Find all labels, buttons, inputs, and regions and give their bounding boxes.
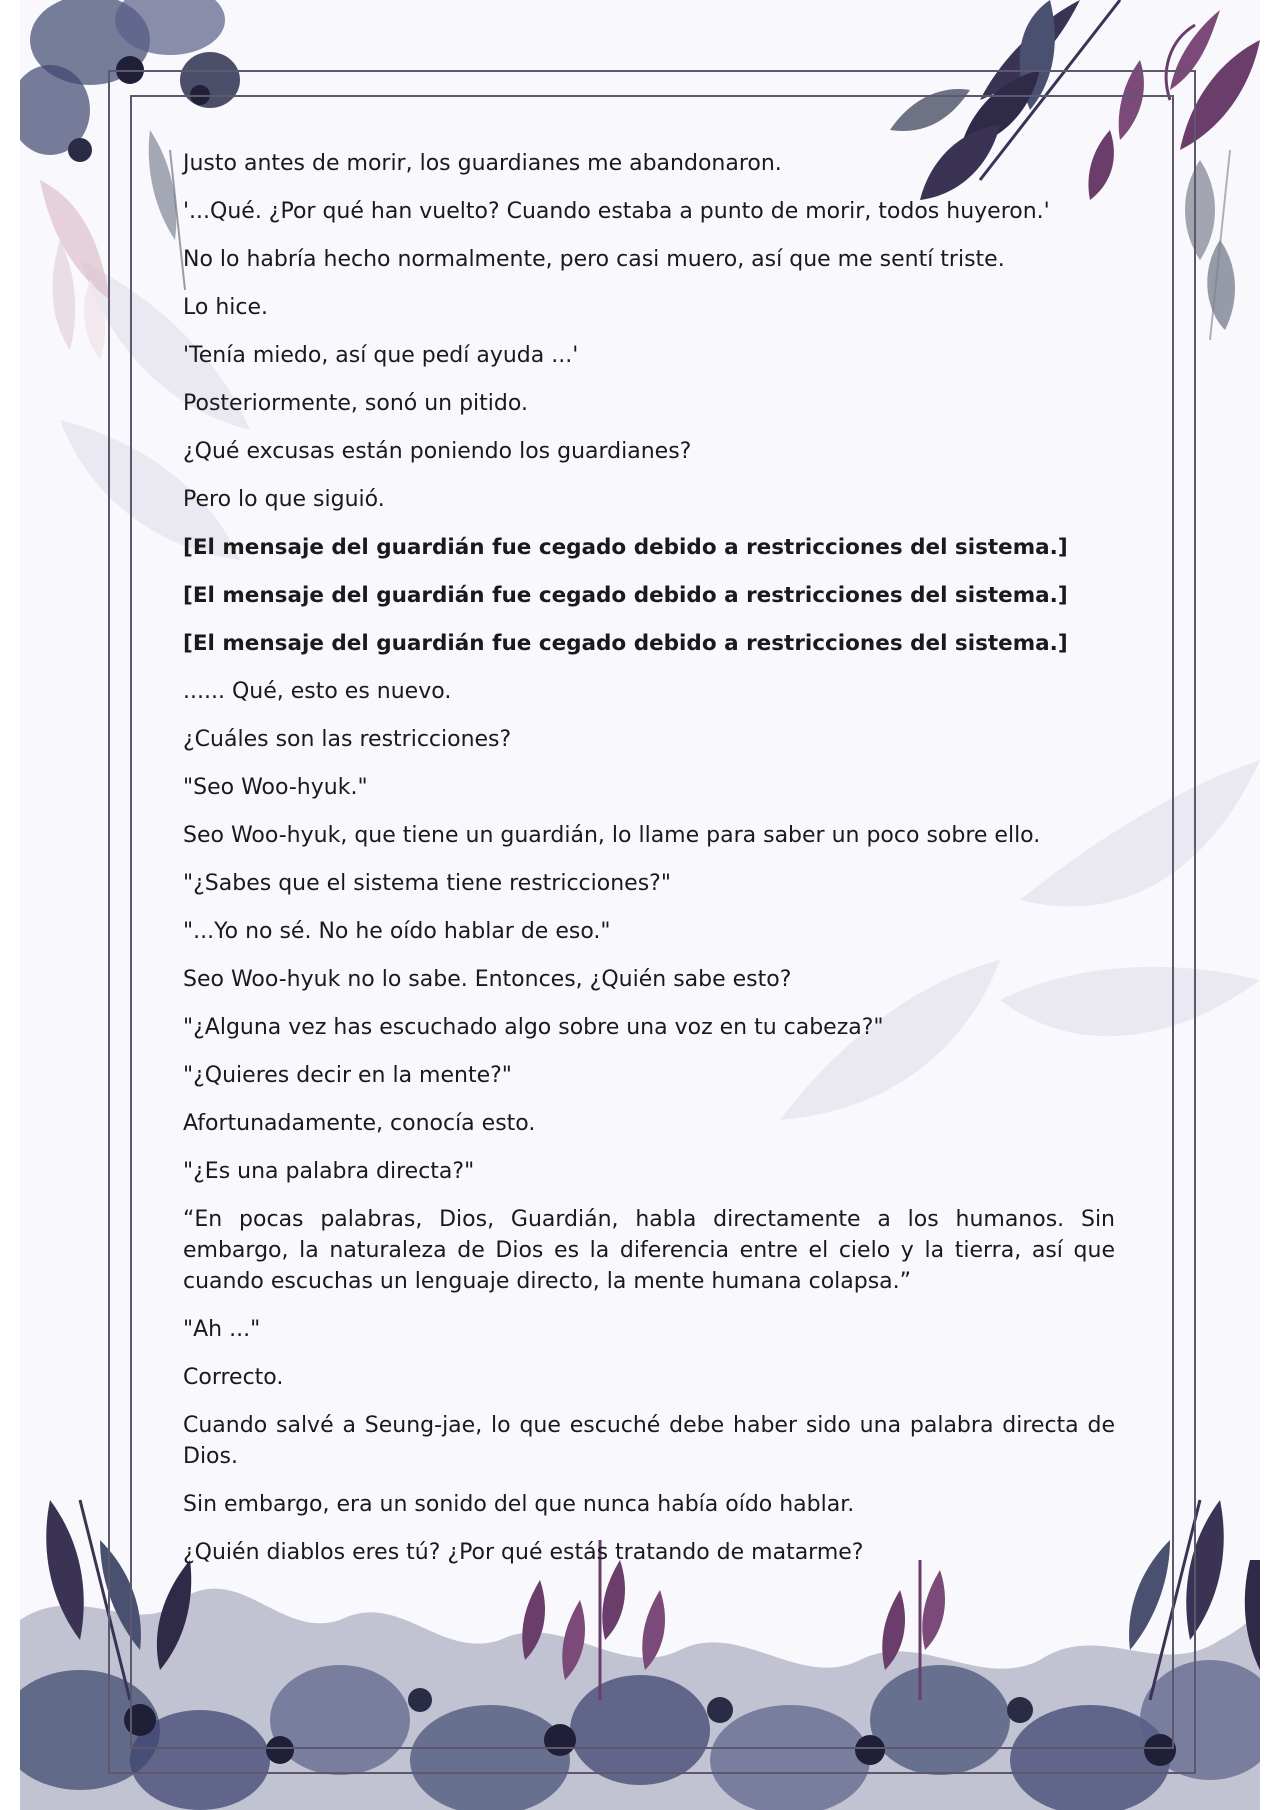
system-message: [El mensaje del guardián fue cegado debido a restricciones del sistema.] [183,535,1068,560]
document-page [20,0,1260,1810]
system-message: [El mensaje del guardián fue cegado debido a restricciones del sistema.] [183,631,1068,656]
paragraph: ¿Quién diablos eres tú? ¿Por qué estás tratando de matarme? [183,1540,864,1565]
system-message: [El mensaje del guardián fue cegado debido a restricciones del sistema.] [183,583,1068,608]
paragraph: "¿Quieres decir en la mente?" [183,1063,512,1088]
paragraph: Correcto. [183,1365,284,1390]
paragraph: ¿Qué excusas están poniendo los guardianes? [183,439,692,464]
paragraph: Pero lo que siguió. [183,487,385,512]
paragraph: "¿Es una palabra directa?" [183,1159,475,1184]
paragraph: "¿Alguna vez has escuchado algo sobre una voz en tu cabeza?" [183,1015,884,1040]
paragraph: ¿Cuáles son las restricciones? [183,727,512,752]
paragraph: "Ah ..." [183,1317,261,1342]
paragraph: No lo habría hecho normalmente, pero casi muero, así que me sentí triste. [183,247,1005,272]
paragraph: ...... Qué, esto es nuevo. [183,679,452,704]
paragraph: Sin embargo, era un sonido del que nunca había oído hablar. [183,1492,855,1517]
text-body [183,148,1115,1585]
paragraph: Lo hice. [183,295,269,320]
paragraph: "...Yo no sé. No he oído hablar de eso." [183,919,611,944]
paragraph: 'Tenía miedo, así que pedí ayuda ...' [183,343,579,368]
paragraph: “En pocas palabras, Dios, Guardián, habla directamente a los humanos. Sin embargo, la naturaleza de Dios es la diferencia entre el cielo y la tierra, así que cuando escuchas un lenguaje directo, la mente humana colapsa.” [183,1207,1115,1294]
paragraph: "Seo Woo-hyuk." [183,775,368,800]
paragraph: '...Qué. ¿Por qué han vuelto? Cuando estaba a punto de morir, todos huyeron.' [183,199,1050,224]
paragraph: Cuando salvé a Seung-jae, lo que escuché debe haber sido una palabra directa de Dios. [183,1413,1115,1469]
paragraph: Justo antes de morir, los guardianes me abandonaron. [183,151,782,176]
paragraph: Seo Woo-hyuk no lo sabe. Entonces, ¿Quién sabe esto? [183,967,792,992]
paragraph: Afortunadamente, conocía esto. [183,1111,536,1136]
paragraph: Posteriormente, sonó un pitido. [183,391,528,416]
paragraph: "¿Sabes que el sistema tiene restricciones?" [183,871,671,896]
paragraph: Seo Woo-hyuk, que tiene un guardián, lo llame para saber un poco sobre ello. [183,823,1041,848]
